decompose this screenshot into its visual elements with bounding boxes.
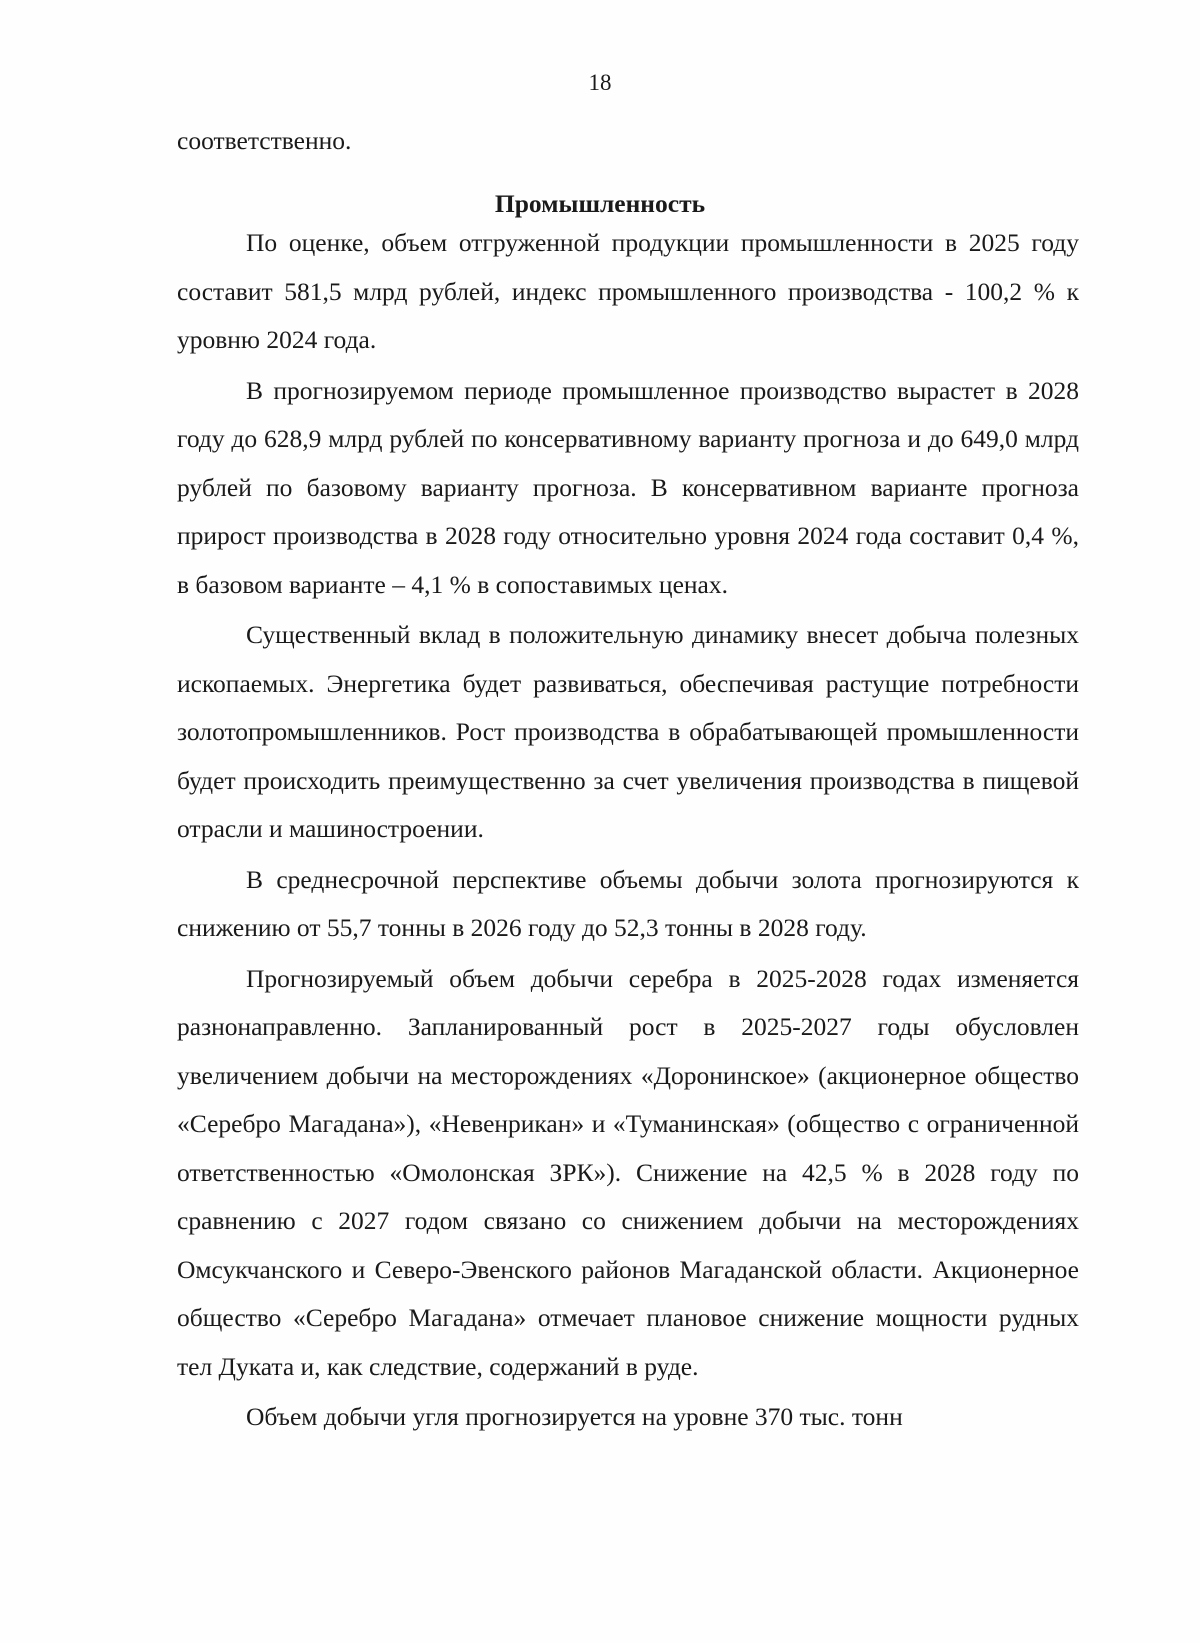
paragraph: В прогнозируемом периоде промышленное производство вырастет в 2028 году до 628,9 млрд рублей по консервативному варианту прогноза и до 649,0 млрд рублей по базовому варианту прогноза. В консервативном варианте прогноза прирост производства в 2028 году относительно уровня 2024 года составит 0,4 %, в базовом варианте – 4,1 % в сопоставимых ценах. [177,375,1079,599]
paragraph: Существенный вклад в положительную динамику внесет добыча полезных ископаемых. Энергетика будет развиваться, обеспечивая растущие потребности золотопромышленников. Рост производства в обрабатывающей промышленности будет происходить преимущественно за счет увеличения производства в пищевой отрасли и машиностроении. [177,620,1079,843]
section-heading: Промышленность [494,189,706,218]
lead-text-block [177,117,1079,166]
lead-text: соответственно. [177,126,352,155]
paragraph: Объем добычи угля прогнозируется на уровне 370 тыс. тонн [246,1402,903,1431]
page-number: 18 [588,70,612,95]
body-text [177,219,1079,1442]
paragraph: В среднесрочной перспективе объемы добычи золота прогнозируются к снижению от 55,7 тонны в 2026 году до 52,3 тонны в 2028 году. [177,864,1079,942]
paragraph: По оценке, объем отгруженной продукции промышленности в 2025 году составит 581,5 млрд рублей, индекс промышленного производства - 100,2 % к уровню 2024 года. [177,228,1079,354]
paragraph: Прогнозируемый объем добычи серебра в 2025-2028 годах изменяется разнонаправленно. Запланированный рост в 2025-2027 годы обусловлен увеличением добычи на месторождениях «Доронинское» (акционерное общество «Серебро Магадана»), «Невенрикан» и «Туманинская» (общество с ограниченной ответственностью «Омолонская ЗРК»). Снижение на 42,5 % в 2028 году по сравнению с 2027 годом связано со снижением добычи на месторождениях Омсукчанского и Северо-Эвенского районов Магаданской области. Акционерное общество «Серебро Магадана» отмечает плановое снижение мощности рудных тел Дуката и, как следствие, содержаний в руде. [177,963,1079,1381]
